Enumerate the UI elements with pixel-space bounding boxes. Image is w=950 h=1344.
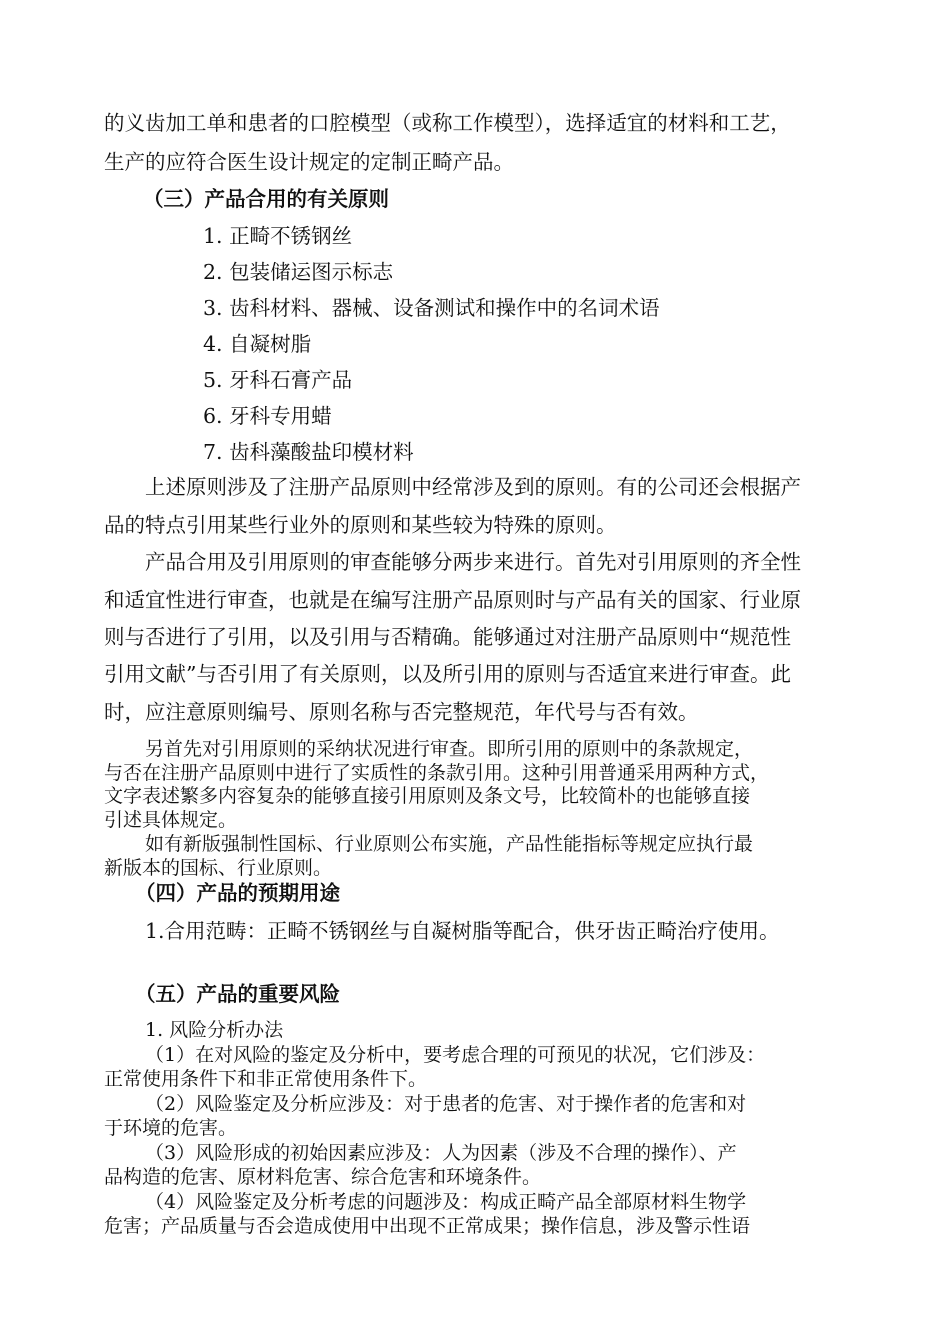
section-5-subheading: 1. 风险分析办法 [145,1019,284,1041]
list-item: 6. 牙科专用蜡 [203,404,332,428]
paragraph-line: 品的特点引用某些行业外的原则和某些较为特殊的原则。 [104,513,617,537]
paragraph-line: 正常使用条件下和非正常使用条件下。 [104,1068,428,1090]
section-3-heading: （三）产品合用的有关原则 [143,187,389,211]
paragraph-line: 文字表述繁多内容复杂的能够直接引用原则及条文号，比较简朴的也能够直接 [104,785,751,807]
paragraph-line: 时，应注意原则编号、原则名称与否完整规范，年代号与否有效。 [104,700,699,724]
paragraph-line: 引述具体规定。 [104,809,238,831]
paragraph-line: 品构造的危害、原材料危害、综合危害和环境条件。 [104,1166,542,1188]
list-item: 4. 自凝树脂 [203,332,312,356]
section-5-heading: （五）产品的重要风险 [135,982,340,1006]
list-item: 7. 齿科藻酸盐印模材料 [203,440,414,464]
list-item: 2. 包装储运图示标志 [203,260,394,284]
section-4-item: 1.合用范畴：正畸不锈钢丝与自凝树脂等配合，供牙齿正畸治疗使用。 [145,919,780,943]
list-item: 3. 齿科材料、器械、设备测试和操作中的名词术语 [203,296,660,320]
paragraph-line: （1）在对风险的鉴定及分析中，要考虑合理的可预见的状况，它们涉及： [145,1044,766,1066]
intro-line-2: 生产的应符合医生设计规定的定制正畸产品。 [104,150,514,174]
paragraph-line: 新版本的国标、行业原则。 [104,857,333,879]
paragraph-line: （3）风险形成的初始因素应涉及：人为因素（涉及不合理的操作）、产 [145,1142,737,1164]
intro-line-1: 的义齿加工单和患者的口腔模型（或称工作模型），选择适宜的材料和工艺， [104,111,791,135]
paragraph-line: （2）风险鉴定及分析应涉及：对于患者的危害、对于操作者的危害和对 [145,1093,747,1115]
paragraph-line: 则与否进行了引用，以及引用与否精确。能够通过对注册产品原则中“规范性 [104,625,791,649]
paragraph-line: 上述原则涉及了注册产品原则中经常涉及到的原则。有的公司还会根据产 [145,475,801,499]
paragraph-line: 与否在注册产品原则中进行了实质性的条款引用。这种引用普通采用两种方式， [104,762,770,784]
paragraph-line: 产品合用及引用原则的审查能够分两步来进行。首先对引用原则的齐全性 [145,550,801,574]
list-item: 1. 正畸不锈钢丝 [203,224,353,248]
section-4-heading: （四）产品的预期用途 [135,881,340,905]
paragraph-line: 危害；产品质量与否会造成使用中出现不正常成果；操作信息，涉及警示性语 [104,1215,751,1237]
paragraph-line: 如有新版强制性国标、行业原则公布实施，产品性能指标等规定应执行最 [145,833,754,855]
paragraph-line: 于环境的危害。 [104,1117,238,1139]
paragraph-line: 和适宜性进行审查，也就是在编写注册产品原则时与产品有关的国家、行业原 [104,588,801,612]
paragraph-line: 另首先对引用原则的采纳状况进行审查。即所引用的原则中的条款规定， [145,738,754,760]
list-item: 5. 牙科石膏产品 [203,368,353,392]
paragraph-line: （4）风险鉴定及分析考虑的问题涉及：构成正畸产品全部原材料生物学 [145,1191,747,1213]
paragraph-line: 引用文献”与否引用了有关原则，以及所引用的原则与否适宜来进行审查。此 [104,662,791,686]
